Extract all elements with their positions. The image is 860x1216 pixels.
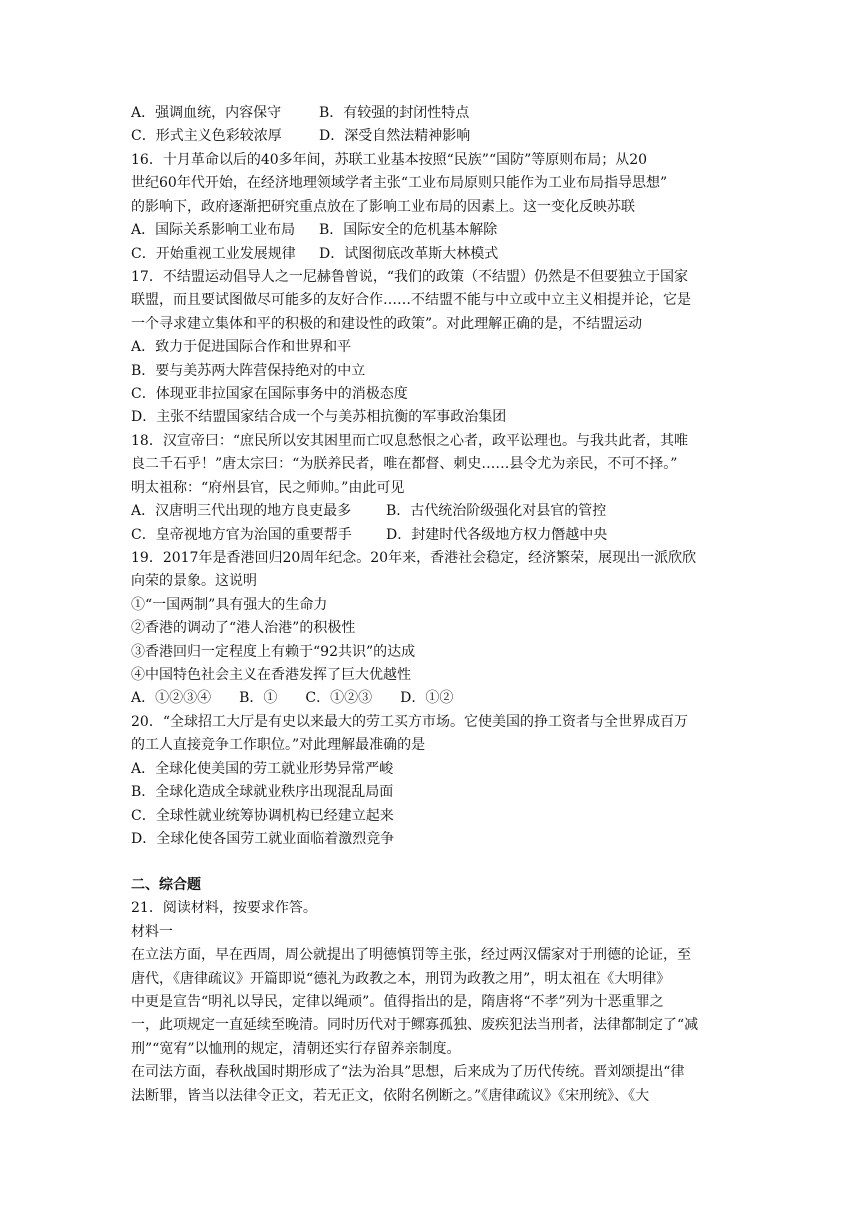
q19-item: ④中国特色社会主义在香港发挥了巨大优越性 (131, 666, 411, 683)
q19-option-b: B．① (239, 690, 278, 707)
q18-option-a: A．汉唐明三代出现的地方良吏最多 (131, 503, 352, 520)
q19-options-row (131, 687, 741, 710)
q16-option-c: C．开始重视工业发展规律 (131, 245, 296, 262)
q18-option-b: B．古代统治阶级强化对县官的管控 (386, 503, 607, 520)
q20-stem-line: 20．“全球招工大厅是有史以来最大的劳工买方市场。它使美国的挣工资者与全世界成百万 (131, 714, 688, 730)
question-18 (131, 430, 741, 547)
q21-intro: 21．阅读材料，按要求作答。 (131, 900, 317, 917)
q20-stem-line: 的工人直接竞争工作职位。”对此理解最准确的是 (131, 737, 426, 754)
paragraph-line: 法断罪，皆当以法律令正文，若无正文，依附名例断之。”《唐律疏议》《宋刑统》、《大 (131, 1087, 650, 1104)
question-20 (131, 711, 741, 851)
q18-option-c: C．皇帝视地方官为治国的重要帮手 (131, 526, 352, 543)
question-16 (131, 149, 741, 266)
paragraph-line: 中更是宣告“明礼以导民，定律以绳顽”。值得指出的是，隋唐将“不孝”列为十恶重罪之 (131, 993, 664, 1010)
q15-options-row-2 (131, 125, 741, 148)
section-title: 二、综合题 (131, 877, 201, 893)
paragraph-line: 唐代，《唐律疏议》开篇即说“德礼为政教之本，刑罚为政教之用”，明太祖在《大明律》 (131, 970, 671, 987)
q18-options-row-2 (131, 524, 741, 547)
q19-stem-line: 19．2017年是香港回归20周年纪念。20年来，香港社会稳定，经济繁荣，展现出一派欣欣 (131, 550, 697, 566)
q16-stem-line: 的影响下，政府逐渐把研究重点放在了影响工业布局的因素上。这一变化反映苏联 (131, 198, 635, 215)
q18-stem-line: 18．汉宣帝曰：“庶民所以安其困里而亡叹息愁恨之心者，政平讼理也。与我共此者，其唯 (131, 433, 688, 449)
q18-stem-line: 明太祖称：“府州县官，民之师帅。”由此可见 (131, 479, 405, 496)
q16-option-d: D．试图彻底改革斯大林模式 (319, 245, 499, 262)
q17-stem-line: 联盟，而且要试图做尽可能多的友好合作……不结盟不能与中立或中立主义相提并论，它是 (131, 292, 691, 309)
q16-stem-line: 16．十月革命以后的40多年间，苏联工业基本按照“民族”“国防”等原则布局；从20 (131, 152, 648, 168)
paragraph-line: 在立法方面，早在西周，周公就提出了明德慎罚等主张，经过两汉儒家对于刑德的论证，至 (131, 947, 691, 964)
paragraph-line: 一，此项规定一直延续至晚清。同时历代对于鳏寡孤独、废疾犯法当刑者，法律都制定了“减 (131, 1017, 699, 1034)
q19-option-c: C．①②③ (305, 690, 373, 707)
q15-option-a: A．强调血统，内容保守 (131, 105, 282, 121)
q16-option-a: A．国际关系影响工业布局 (131, 222, 296, 239)
q15-options-row-1 (131, 102, 741, 125)
q17-option-b: B．要与美苏两大阵营保持绝对的中立 (131, 362, 366, 379)
q15-option-d: D．深受自然法精神影响 (319, 128, 471, 145)
q15-option-c: C．形式主义色彩较浓厚 (131, 128, 282, 145)
q19-option-a: A．①②③④ (131, 690, 212, 707)
q20-option-c: C．全球性就业统筹协调机构已经建立起来 (131, 807, 394, 824)
q19-item: ②香港的调动了“港人治港”的积极性 (131, 620, 356, 637)
q15-options (131, 102, 741, 149)
q17-stem-line: 一个寻求建立集体和平的积极的和建设性的政策”。对此理解正确的是，不结盟运动 (131, 315, 643, 332)
q19-stem-line: 向荣的景象。这说明 (131, 573, 257, 590)
section-2 (131, 874, 741, 1108)
q16-options-row-1 (131, 219, 741, 242)
paragraph-line: 在司法方面，春秋战国时期形成了“法为治具”思想，后来成为了历代传统。晋刘颂提出“律 (131, 1064, 685, 1081)
q20-option-a: A．全球化使美国的劳工就业形势异常严峻 (131, 760, 394, 777)
q17-option-a: A．致力于促进国际合作和世界和平 (131, 339, 352, 356)
q20-option-d: D．全球化使各国劳工就业面临着激烈竞争 (131, 830, 395, 847)
q16-stem-line: 世纪60年代开始，在经济地理领域学者主张“工业布局原则只能作为工业布局指导思想” (131, 175, 668, 192)
q19-item: ③香港回归一定程度上有赖于“92共识”的达成 (131, 643, 416, 660)
q15-option-b: B．有较强的封闭性特点 (319, 105, 470, 121)
question-19 (131, 547, 741, 711)
q18-stem-line: 良二千石乎！”唐太宗曰：“为朕养民者，唯在都督、刺史……县令尤为亲民，不可不择。” (131, 456, 678, 473)
q17-stem-line: 17．不结盟运动倡导人之一尼赫鲁曾说，“我们的政策（不结盟）仍然是不但要独立于国家 (131, 269, 688, 285)
question-17 (131, 266, 741, 430)
paragraph-line: 刑”“宽宥”以恤刑的规定，清朝还实行存留养亲制度。 (131, 1040, 461, 1057)
q18-option-d: D．封建时代各级地方权力僭越中央 (386, 526, 608, 543)
q19-option-d: D．①② (400, 690, 454, 707)
q20-option-b: B．全球化造成全球就业秩序出现混乱局面 (131, 784, 394, 801)
q16-options-row-2 (131, 243, 741, 266)
q18-options-row-1 (131, 500, 741, 523)
q19-item: ①“一国两制”具有强大的生命力 (131, 596, 328, 613)
q17-option-c: C．体现亚非拉国家在国际事务中的消极态度 (131, 385, 408, 402)
q17-option-d: D．主张不结盟国家结合成一个与美苏相抗衡的军事政治集团 (131, 409, 507, 426)
q16-option-b: B．国际安全的危机基本解除 (319, 222, 498, 239)
material-label: 材料一 (131, 923, 173, 940)
